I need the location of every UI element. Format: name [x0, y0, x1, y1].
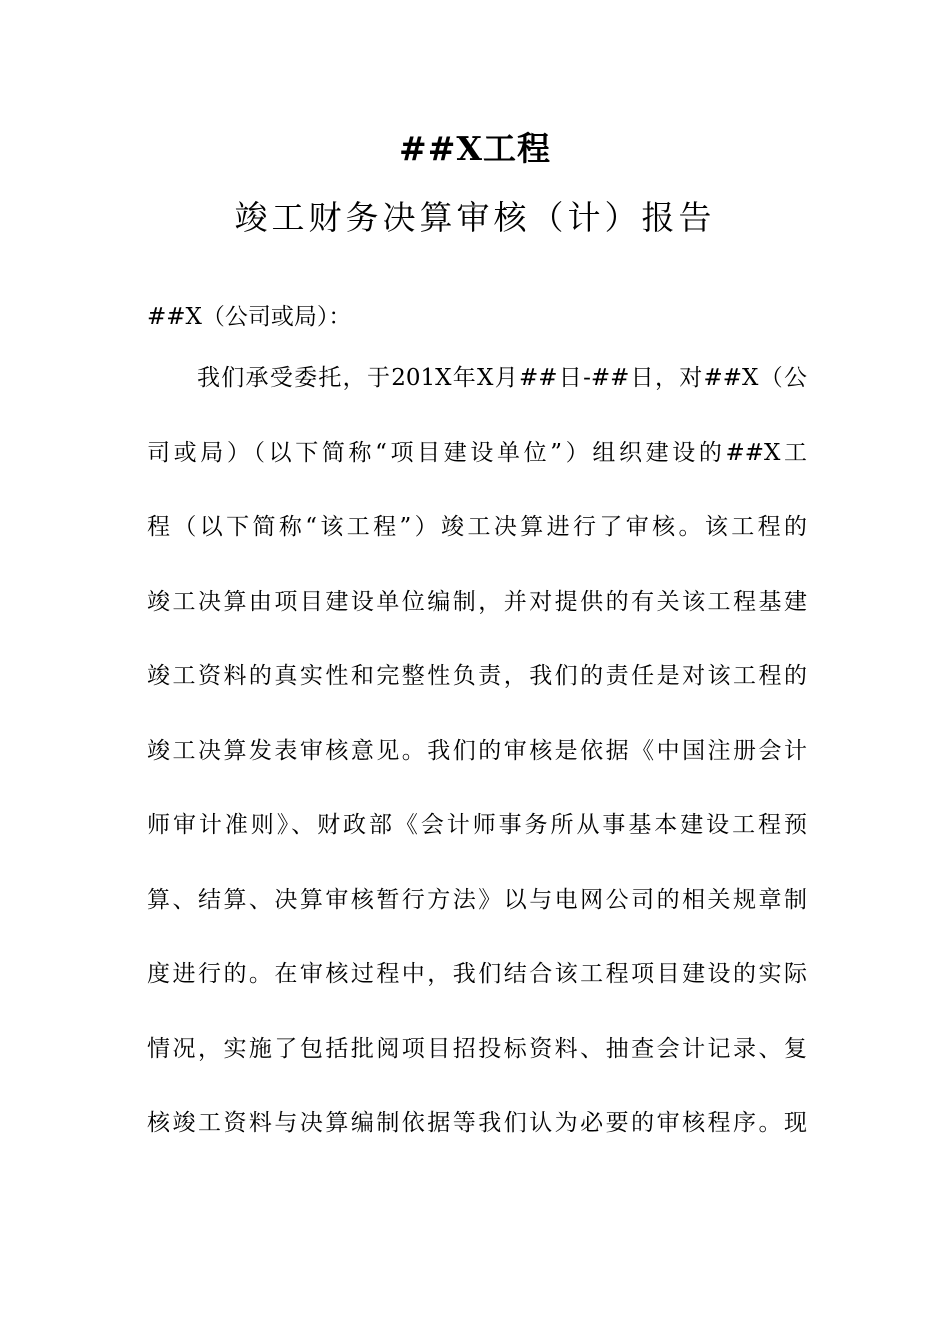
body-line: 竣工决算发表审核意见。我们的审核是依据《中国注册会计	[147, 737, 807, 764]
body-line: 度进行的。在审核过程中，我们结合该工程项目建设的实际	[147, 961, 807, 987]
body-line: 情况，实施了包括批阅项目招投标资料、抽查会计记录、复	[147, 1035, 807, 1062]
body-line: 师审计准则》、财政部《会计师事务所从事基本建设工程预	[147, 812, 807, 838]
document-title: ##X工程	[399, 129, 551, 168]
body-line: 程（以下简称“该工程”）竣工决算进行了审核。该工程的	[147, 514, 807, 540]
body-line: 竣工资料的真实性和完整性负责，我们的责任是对该工程的	[147, 663, 807, 689]
body-line: 竣工决算由项目建设单位编制，并对提供的有关该工程基建	[147, 588, 807, 615]
body-line: 算、结算、决算审核暂行方法》以与电网公司的相关规章制	[147, 886, 807, 913]
body-line: 我们承受委托，于201X年X月##日-##日，对##X（公	[197, 365, 807, 391]
body-line: 司或局）（以下简称“项目建设单位”）组织建设的##X工	[147, 439, 807, 466]
document-subtitle: 竣工财务决算审核（计）报告	[234, 198, 716, 237]
body-line: 核竣工资料与决算编制依据等我们认为必要的审核程序。现	[147, 1110, 807, 1136]
salutation: ##X（公司或局）：	[147, 304, 352, 330]
body-paragraph	[147, 361, 807, 1181]
